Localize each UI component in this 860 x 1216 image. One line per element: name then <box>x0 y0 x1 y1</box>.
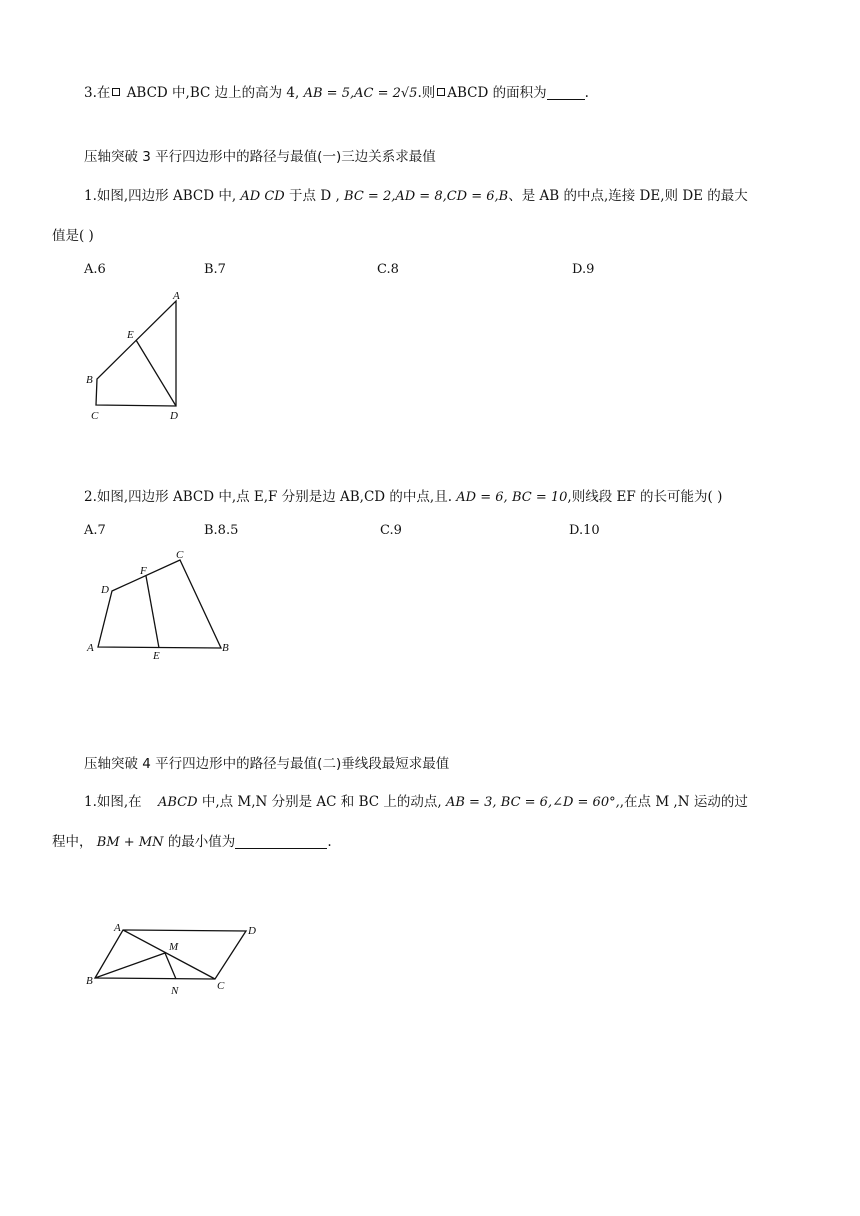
s3q2-option-b[interactable]: B.8.5 <box>204 523 239 538</box>
s3q1-option-b[interactable]: B.7 <box>204 262 226 277</box>
label-m: M <box>169 941 179 953</box>
segment-de <box>136 340 176 406</box>
s4q1-text-e: 的最小值为 <box>167 834 236 850</box>
q3-math1: AB = 5,AC = 2√5 <box>303 86 418 101</box>
label-f: F <box>140 565 147 577</box>
diagonal-ac <box>123 930 215 979</box>
label-a: A <box>87 642 94 654</box>
label-n: N <box>171 985 179 997</box>
label-c: C <box>176 549 184 561</box>
label-e: E <box>127 329 134 341</box>
s3q1-math2: BC = 2,AD = 8,CD = 6,B <box>344 189 509 204</box>
label-d: D <box>170 410 178 422</box>
quadrilateral-abcd <box>96 301 176 406</box>
q3-end: . <box>584 85 589 101</box>
s3q2-text-b: ,则线段 EF 的长可能为( ) <box>567 489 723 505</box>
s4q1-math4: BM + MN <box>96 835 164 850</box>
q3-mid2: .则 <box>417 85 436 101</box>
s4q1-text-f: . <box>327 834 332 850</box>
s3q2-option-a[interactable]: A.7 <box>84 523 106 538</box>
s4q1-figure <box>84 920 264 1000</box>
s3q1-figure <box>80 286 200 426</box>
label-d: D <box>248 925 256 937</box>
s3q1-line2: 值是( ) <box>52 228 94 244</box>
label-c: C <box>217 980 225 992</box>
s3q1-line1 <box>84 187 748 206</box>
s4q1-text-d: 程中， <box>52 834 93 850</box>
parallelogram-icon <box>148 797 156 805</box>
s4q1-text-a: 1.如图,在 <box>84 794 142 810</box>
s3q1-option-a[interactable]: A.6 <box>84 262 106 277</box>
section4-title: 压轴突破 4 平行四边形中的路径与最值(二)垂线段最短求最值 <box>84 756 450 772</box>
s3q2-math2: BC = 10 <box>511 490 568 505</box>
s4q1-math3: BC = 6,∠D = 60°, <box>500 795 620 810</box>
s4q1-text-b: 中,点 M,N 分别是 AC 和 BC 上的动点, <box>201 794 442 810</box>
s3q1-option-c[interactable]: C.8 <box>377 262 399 277</box>
s3q2-line1 <box>84 488 722 507</box>
s3q1-option-d[interactable]: D.9 <box>572 262 595 277</box>
s3q2-option-c[interactable]: C.9 <box>380 523 402 538</box>
parallelogram-abcd <box>95 930 246 979</box>
label-a: A <box>114 922 121 934</box>
section3-title: 压轴突破 3 平行四边形中的路径与最值(一)三边关系求最值 <box>84 149 436 165</box>
s4q1-line1 <box>84 793 748 812</box>
label-b: B <box>86 975 93 987</box>
answer-blank[interactable] <box>235 834 327 849</box>
s3q1-math1: AD CD <box>240 189 285 204</box>
s3q1-text-c: 、是 AB 的中点,连接 DE,则 DE 的最大 <box>508 188 748 204</box>
q3-mid3: ABCD 的面积为 <box>447 85 547 101</box>
s4q1-math1: ABCD <box>157 795 198 810</box>
label-e: E <box>153 650 160 662</box>
label-b: B <box>86 374 93 386</box>
s3q1-text-a: 1.如图,四边形 ABCD 中, <box>84 188 237 204</box>
s3q1-text-b: 于点 D , <box>289 188 340 204</box>
s4q1-text-c: ,在点 M ,N 运动的过 <box>619 794 748 810</box>
s3q2-figure <box>84 548 244 663</box>
s3q2-math1: AD = 6, <box>456 490 508 505</box>
label-b: B <box>222 642 229 654</box>
label-c: C <box>91 410 99 422</box>
label-a: A <box>173 290 180 302</box>
segment-bm <box>95 953 165 978</box>
quadrilateral-abcd <box>98 560 221 648</box>
s4q1-math2: AB = 3, <box>445 795 497 810</box>
answer-blank[interactable] <box>547 85 585 100</box>
q3-mid1: ABCD 中,BC 边上的高为 4, <box>126 85 300 101</box>
q3-lead: 3.在 <box>84 85 111 101</box>
s3q2-option-d[interactable]: D.10 <box>569 523 600 538</box>
parallelogram-icon <box>112 88 120 96</box>
s4q1-line2 <box>52 833 332 852</box>
parallelogram-icon <box>437 88 445 96</box>
label-d: D <box>101 584 109 596</box>
s3q2-text-a: 2.如图,四边形 ABCD 中,点 E,F 分别是边 AB,CD 的中点,且. <box>84 489 452 505</box>
segment-ef <box>146 576 159 648</box>
q3-line <box>84 84 589 103</box>
